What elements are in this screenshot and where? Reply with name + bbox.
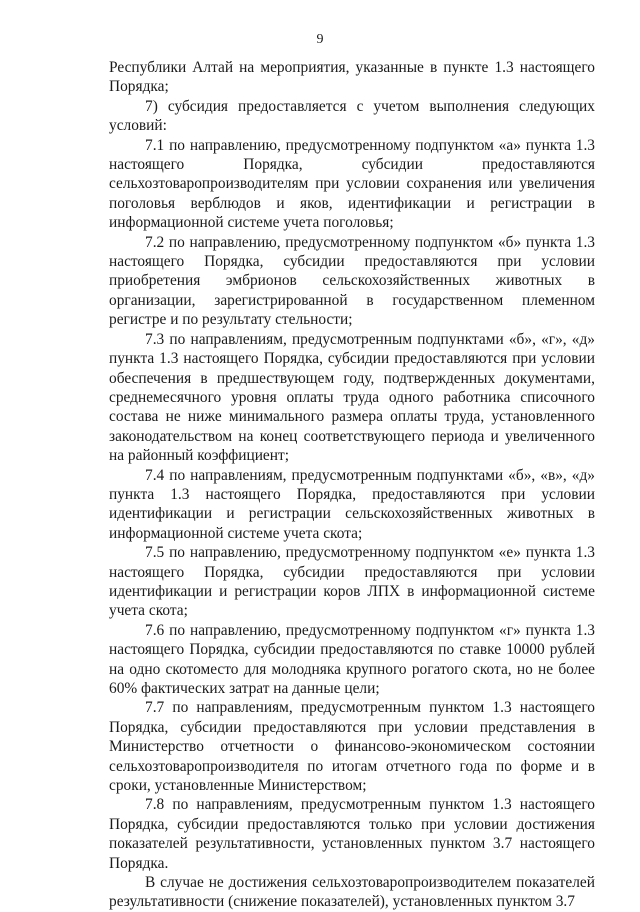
paragraph: 7.1 по направлению, предусмотренному подпунктом «а» пункта 1.3 настоящего Порядка, субсидии предоставляются сельхозтоваропроизводителям при условии сохранения или увеличения поголовья верблюдов и яков, идентификации и регистрации в информационной системе учета поголовья; (109, 136, 595, 232)
page-number: 9 (316, 32, 324, 47)
paragraph: Республики Алтай на мероприятия, указанные в пункте 1.3 настоящего Порядка; (109, 59, 595, 96)
paragraph: 7.8 по направлениям, предусмотренным пунктом 1.3 настоящего Порядка, субсидии предоставляются только при условии достижения показателей результативности, установленных пунктом 3.7 настоящего Порядка. (109, 796, 595, 872)
paragraph: 7.3 по направлениям, предусмотренным подпунктами «б», «г», «д» пункта 1.3 настоящего Порядка, субсидии предоставляются при условии обеспечения в предшествующем году, подтвержденных документами, среднемесячного уровня оплаты труда одного работника списочного состава не ниже минимального размера оплаты труда, установленного законодательством на конец соответствующего периода и увеличенного на районный коэффициент; (109, 330, 595, 465)
paragraph: В случае не достижения сельхозтоваропроизводителем показателей результативности (снижение показателей), установленных пунктом 3.7 (109, 874, 595, 911)
document-body (109, 58, 595, 912)
paragraph: 7.7 по направлениям, предусмотренным пунктом 1.3 настоящего Порядка, субсидии предоставляются при условии представления в Министерство отчетности о финансово-экономическом состоянии сельхозтоваропроизводителя по итогам отчетного года по форме и в сроки, установленные Министерством; (109, 699, 595, 795)
paragraph: 7.6 по направлению, предусмотренному подпунктом «г» пункта 1.3 настоящего Порядка, субсидии предоставляются по ставке 10000 рублей на одно скотоместо для молодняка крупного рогатого скота, но не более 60% фактических затрат на данные цели; (109, 621, 595, 697)
paragraph: 7) субсидия предоставляется с учетом выполнения следующих условий: (109, 97, 595, 135)
paragraph: 7.2 по направлению, предусмотренному подпунктом «б» пункта 1.3 настоящего Порядка, субсидии предоставляются при условии приобретения эмбрионов сельскохозяйственных животных в организации, зарегистрированной в государственном племенном регистре и по результату стельности; (109, 233, 595, 329)
paragraph: 7.4 по направлениям, предусмотренным подпунктами «б», «в», «д» пункта 1.3 настоящего Порядка, предоставляются при условии идентификации и регистрации сельскохозяйственных животных в информационной системе учета скота; (109, 466, 595, 542)
paragraph: 7.5 по направлению, предусмотренному подпунктом «е» пункта 1.3 настоящего Порядка, субсидии предоставляются при условии идентификации и регистрации коров ЛПХ в информационной системе учета скота; (109, 544, 595, 620)
